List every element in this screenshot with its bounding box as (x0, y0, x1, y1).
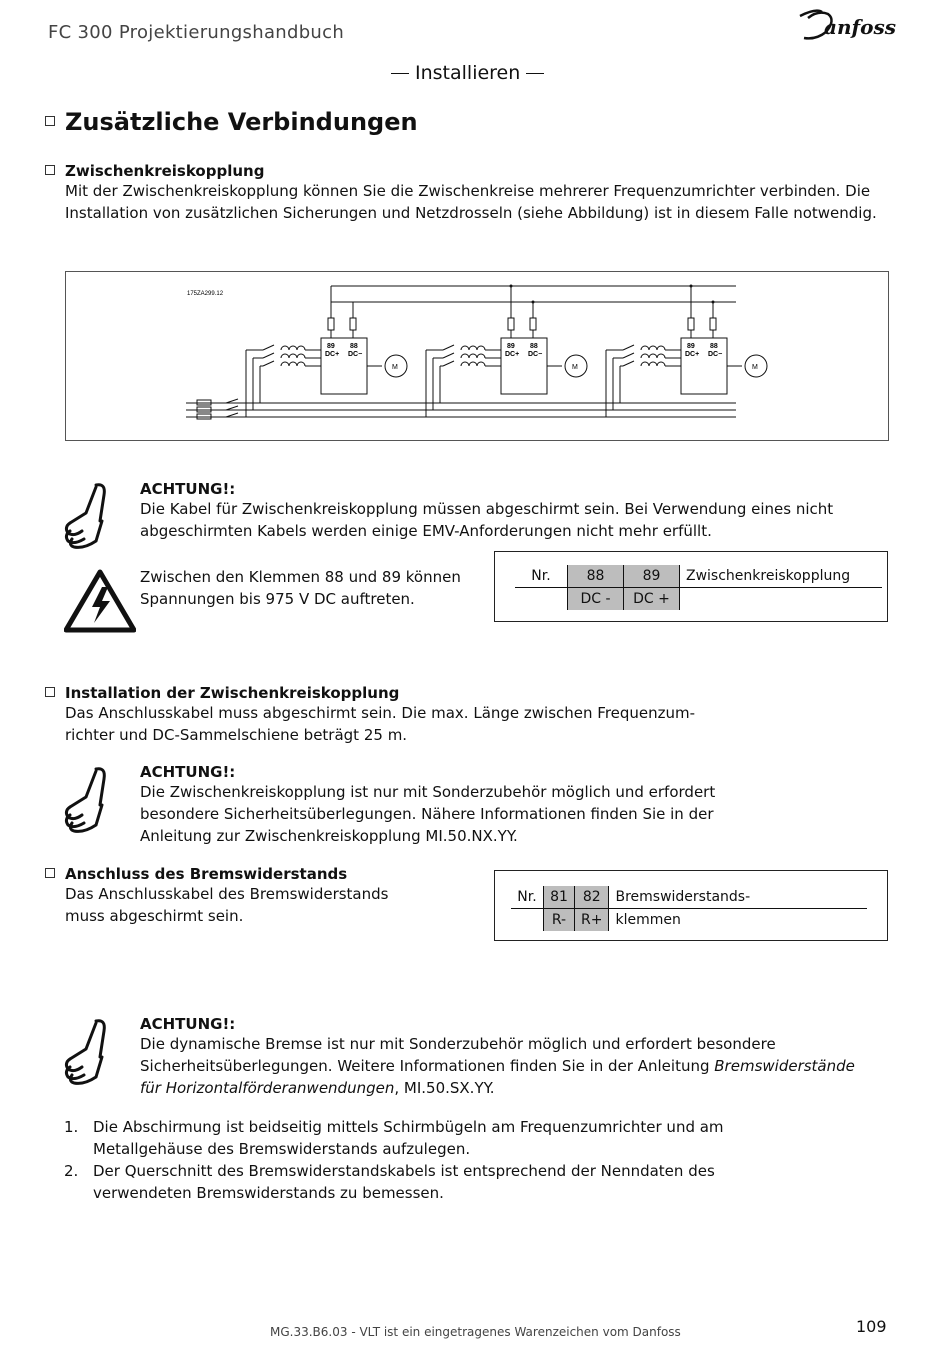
note-line: Die Kabel für Zwischenkreiskopplung müssen abgeschirmt sein. Bei Verwendung eines nicht (140, 500, 834, 518)
note-achtung-3 (140, 1015, 855, 1099)
table-description: Bremswiderstands- (609, 886, 868, 909)
bullet-square-icon (45, 165, 55, 175)
note-line: Die dynamische Bremse ist nur mit Sonderzubehör möglich und erfordert besondere (140, 1035, 776, 1053)
dc-plus-label: DC+ (325, 351, 340, 358)
diagram-code: 175ZA299.12 (187, 291, 224, 297)
document-title: FC 300 Projektierungshandbuch (48, 22, 345, 43)
list-item (64, 1116, 724, 1160)
footer-text: MG.33.B6.03 - VLT ist ein eingetragenes Warenzeichen vom Danfoss (270, 1325, 681, 1339)
list-line: verwendeten Bremswiderstands zu bemessen. (93, 1184, 444, 1202)
note-line: abgeschirmten Kabels werden einige EMV-Anforderungen nicht mehr erfüllt. (140, 522, 712, 540)
drive-unit-2 (426, 285, 587, 418)
r-plus-cell: R+ (575, 909, 609, 932)
motor-label: M (752, 364, 758, 371)
paragraph-line: muss abgeschirmt sein. (65, 907, 244, 925)
note-achtung-2 (140, 763, 715, 847)
dc-plus-label: DC+ (505, 351, 520, 358)
section-heading: Zwischenkreiskopplung (65, 162, 265, 180)
r-minus-cell: R- (544, 909, 575, 932)
terminal-88-label: 88 (710, 343, 718, 350)
warning-line: Spannungen bis 975 V DC auftreten. (140, 590, 415, 608)
terminal-table-brake (494, 870, 888, 941)
table-nr-header: Nr. (517, 889, 537, 905)
note-title: ACHTUNG!: (140, 1015, 236, 1033)
bullet-square-icon (45, 116, 55, 126)
mains-fuses (197, 399, 238, 419)
drive-unit-1 (246, 286, 407, 417)
note-title: ACHTUNG!: (140, 763, 236, 781)
motor-label: M (392, 364, 398, 371)
dc-link-wiring-diagram (65, 271, 889, 441)
terminal-89-label: 89 (327, 343, 335, 350)
note-title: ACHTUNG!: (140, 480, 236, 498)
list-line: Metallgehäuse des Bremswiderstands aufzulegen. (93, 1140, 471, 1158)
dc-plus-cell: DC + (624, 588, 680, 611)
warning-line: Zwischen den Klemmen 88 und 89 können (140, 568, 461, 586)
section-label: Installieren (415, 62, 521, 84)
instructions-list (64, 1116, 724, 1204)
list-number: 1. (64, 1118, 79, 1136)
paragraph-line: Das Anschlusskabel des Bremswiderstands (65, 885, 389, 903)
note-hand-icon (62, 765, 112, 835)
note-line: besondere Sicherheitsüberlegungen. Nähere Informationen finden Sie in der (140, 805, 714, 823)
warning-voltage-text (140, 566, 461, 610)
drive-unit-3 (606, 285, 767, 418)
note-line (140, 1077, 855, 1099)
table-description-cont: klemmen (615, 912, 681, 928)
section-installation-dc-link (45, 684, 695, 746)
paragraph-line: richter und DC-Sammelschiene beträgt 25 m. (65, 726, 408, 744)
terminal-89-label: 89 (507, 343, 515, 350)
section-heading: Installation der Zwischenkreiskopplung (65, 684, 400, 702)
note-text: , MI.50.SX.YY. (394, 1079, 495, 1097)
table-description: Zwischenkreiskopplung (680, 565, 883, 588)
note-line: Die Zwischenkreiskopplung ist nur mit Sonderzubehör möglich und erfordert (140, 783, 716, 801)
terminal-88-cell: 88 (568, 565, 624, 588)
high-voltage-warning-icon (64, 569, 136, 633)
terminal-82-cell: 82 (575, 886, 609, 909)
note-achtung-1 (140, 480, 833, 542)
note-doc-title: Bremswiderstände (714, 1057, 855, 1075)
bullet-square-icon (45, 687, 55, 697)
terminal-88-label: 88 (350, 343, 358, 350)
dc-minus-cell: DC - (568, 588, 624, 611)
note-text: Sicherheitsüberlegungen. Weitere Informationen finden Sie in der Anleitung (140, 1057, 715, 1075)
dc-minus-label: DC− (708, 351, 723, 358)
dc-minus-label: DC− (528, 351, 543, 358)
dc-plus-label: DC+ (685, 351, 700, 358)
paragraph-line: Das Anschlusskabel muss abgeschirmt sein. Die max. Länge zwischen Frequenzum- (65, 704, 696, 722)
note-hand-icon (62, 1017, 112, 1087)
motor-label: M (572, 364, 578, 371)
danfoss-logo (798, 4, 908, 46)
page-number: 109 (856, 1317, 887, 1336)
svg-text:anfoss: anfoss (824, 15, 896, 39)
note-doc-title: für Horizontalförderanwendungen (140, 1079, 395, 1097)
paragraph-line: Installation von zusätzlichen Sicherungen und Netzdrosseln (siehe Abbildung) ist in diesem Falle notwendig. (65, 204, 877, 222)
section-zwischenkreiskopplung (45, 162, 877, 224)
note-line: Anleitung zur Zwischenkreiskopplung MI.50.NX.YY. (140, 827, 518, 845)
list-item (64, 1160, 724, 1204)
list-number: 2. (64, 1162, 79, 1180)
terminal-table-dc-link (494, 551, 888, 622)
page-title-text: Zusätzliche Verbindungen (65, 108, 418, 136)
section-header (385, 62, 550, 84)
paragraph-line: Mit der Zwischenkreiskopplung können Sie die Zwischenkreise mehrerer Frequenzumrichter verbinden. Die (65, 182, 871, 200)
terminal-89-label: 89 (687, 343, 695, 350)
list-line: Die Abschirmung ist beidseitig mittels Schirmbügeln am Frequenzumrichter und am (93, 1118, 724, 1136)
section-heading: Anschluss des Bremswiderstands (65, 865, 348, 883)
note-hand-icon (62, 481, 112, 551)
list-line: Der Querschnitt des Bremswiderstandskabels ist entsprechend der Nenndaten des (93, 1162, 715, 1180)
table-nr-header: Nr. (531, 568, 551, 584)
section-brake-resistor (45, 865, 388, 927)
terminal-88-label: 88 (530, 343, 538, 350)
dc-minus-label: DC− (348, 351, 363, 358)
note-line (140, 1055, 855, 1077)
wiring-diagram-svg (66, 272, 888, 440)
bullet-square-icon (45, 868, 55, 878)
terminal-81-cell: 81 (544, 886, 575, 909)
terminal-89-cell: 89 (624, 565, 680, 588)
page-title (45, 108, 418, 136)
